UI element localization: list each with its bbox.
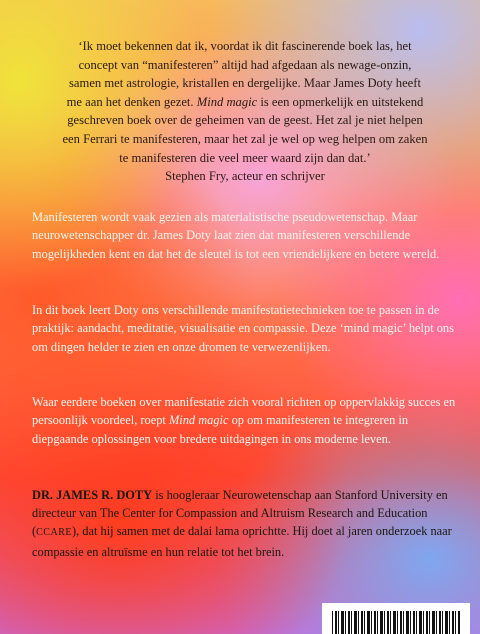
- p3-book-title: Mind magic: [168, 413, 229, 428]
- description-paragraph-3: [32, 393, 462, 448]
- author-name: DR. JAMES R. DOTY: [32, 488, 153, 502]
- barcode-panel: [322, 603, 470, 634]
- quote-text-end: is een opmerkelijk en uitstekend geschreven boek over de geheimen van de geest. Het zal je niet helpen een Ferrari te manifesteren, maar het zal je wel op weg helpen om zaken te manifesteren die veel meer waard zijn dan dat.’: [62, 94, 428, 165]
- author-bio: [32, 486, 462, 561]
- quote-text-start: ‘Ik moet bekennen dat ik, voordat ik dit fascinerende boek las, het concept van “manifesteren” altijd had afgedaan als newage-onzin, samen met astrologie, kristallen en dergelijke. Maar James Doty heeft me aan het denken gezet.: [66, 39, 421, 109]
- description-paragraph-2: In dit boek leert Doty ons verschillende manifestatietechnieken toe te passen in de praktijk: aandacht, meditatie, visualisatie en compassie. Deze ‘mind magic’ helpt ons om dingen helder te zien en onze dromen te verwezenlijken.: [32, 303, 454, 354]
- barcode-icon: [332, 611, 460, 634]
- blurb-quote: [62, 37, 428, 186]
- quote-attribution: Stephen Fry, acteur en schrijver: [165, 169, 325, 184]
- quote-book-title: Mind magic: [196, 94, 258, 109]
- p3-text-start: Waar eerdere boeken over manifestatie zich vooral richten op oppervlakkig succes en persoonlijk voordeel, roept: [32, 395, 456, 428]
- p3-text-end: op om manifesteren te integreren in diepgaande oplossingen voor bredere uitdagingen in ons moderne leven.: [32, 413, 409, 446]
- description-paragraph-1: Manifesteren wordt vaak gezien als materialistische pseudowetenschap. Maar neurowetenschapper dr. James Doty laat zien dat manifesteren verschillende mogelijkheden kent en dat het de sleutel is tot een vriendelijkere en betere wereld.: [32, 210, 440, 261]
- bio-text-start: is hoogleraar Neurowetenschap aan Stanford University en directeur van The Center for Compassion and Altruism Research and Education (: [32, 488, 448, 539]
- bio-text-end: ), dat hij samen met de dalai lama oprichtte. Hij doet al jaren onderzoek naar compassie en altruïsme en hun relatie tot het brein.: [32, 524, 452, 559]
- bio-acronym: CCARE: [36, 527, 72, 539]
